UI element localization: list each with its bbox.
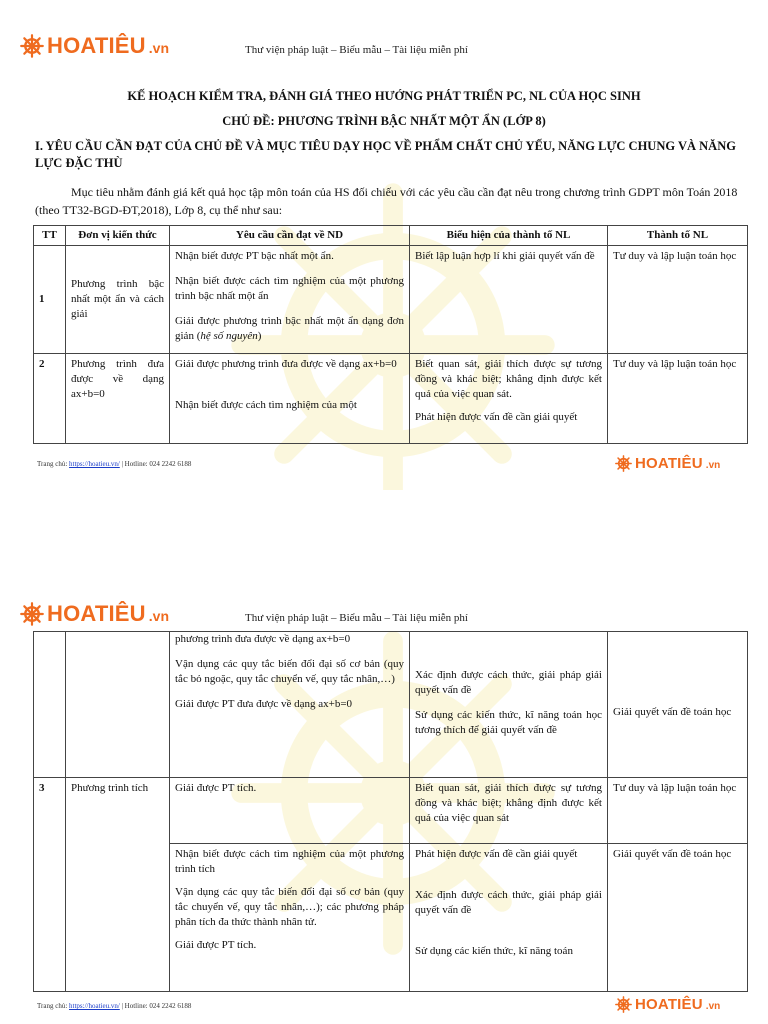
requirement-text: Giải được phương trình bậc nhất một ẩn dạng đơn giản (	[175, 315, 404, 342]
row-requirements	[170, 246, 410, 354]
ship-wheel-icon	[615, 996, 632, 1013]
requirement-item: Vận dụng các quy tắc biến đổi đại số cơ bản (quy tắc chuyển vế, quy tắc nhân,…); các phương pháp phân tích đa thức thành nhân tử.	[175, 886, 404, 928]
header-unit: Đơn vị kiến thức	[66, 226, 170, 246]
logo-brand-text: HOATIÊU	[635, 455, 703, 472]
footer-text	[37, 460, 191, 468]
logo-brand-text: HOATIÊU	[635, 996, 703, 1013]
footer-link[interactable]: https://hoatieu.vn/	[69, 460, 120, 468]
requirement-item: Giải được PT đưa được về dạng ax+b=0	[175, 698, 353, 710]
header-tt: TT	[34, 226, 66, 246]
expression-item: Phát hiện được vấn đề cần giải quyết	[415, 411, 578, 423]
footer-prefix: Trang chủ:	[37, 1002, 70, 1010]
requirement-item: Nhận biết được cách tìm nghiệm của một phương trình bậc nhất một ẩn	[175, 275, 404, 302]
table-header-row	[34, 226, 748, 246]
ship-wheel-icon	[20, 602, 44, 626]
requirement-text-end: )	[257, 330, 262, 342]
row-requirements	[170, 354, 410, 444]
row-expression	[410, 844, 608, 992]
row-requirements: Giải được PT tích.	[170, 778, 410, 844]
row-unit: Phương trình đưa được về dạng ax+b=0	[66, 354, 170, 444]
footer-logo[interactable]	[615, 996, 720, 1013]
header-tagline: Thư viện pháp luật – Biểu mẫu – Tài liệu miễn phí	[245, 44, 468, 56]
document-title: KẾ HOẠCH KIỂM TRA, ĐÁNH GIÁ THEO HƯỚNG PHÁT TRIỂN PC, NL CỦA HỌC SINH	[127, 89, 641, 103]
row-expression: Biết quan sát, giải thích được sự tương đồng và khác biệt; khẳng định được kết quả của việc quan sát	[410, 778, 608, 844]
requirement-italic-text: hệ số nguyên	[200, 330, 258, 342]
logo-domain-text: .vn	[148, 608, 170, 624]
document-page-2	[0, 568, 768, 1024]
row-competency	[608, 632, 748, 778]
row-unit: Phương trình bậc nhất một ẩn và cách giải	[66, 246, 170, 354]
expression-item: Xác định được cách thức, giải pháp giải quyết vấn đề	[415, 889, 602, 916]
document-topic: CHỦ ĐỀ: PHƯƠNG TRÌNH BẬC NHẤT MỘT ẨN (LỚP 8)	[222, 114, 546, 128]
footer-prefix: Trang chủ:	[37, 460, 70, 468]
table-row	[34, 246, 748, 354]
footer-link[interactable]: https://hoatieu.vn/	[69, 1002, 120, 1010]
row-requirements	[170, 632, 410, 778]
hoatieu-logo[interactable]	[20, 33, 169, 59]
requirement-item: Nhận biết được cách tìm nghiệm của một phương trình tích	[175, 848, 404, 875]
row-competency: Tư duy và lập luận toán học	[608, 354, 748, 444]
row-expression	[410, 632, 608, 778]
requirement-item: Vận dụng các quy tắc biến đổi đại số cơ bản (quy tắc bỏ ngoặc, quy tắc chuyển vế, quy tắc nhân,…)	[175, 658, 404, 685]
row-expression: Biết lập luận hợp lí khi giải quyết vấn đề	[410, 246, 608, 354]
section-heading: I. YÊU CẦU CẦN ĐẠT CỦA CHỦ ĐỀ VÀ MỤC TIÊU DẠY HỌC VỀ PHẨM CHẤT CHỦ YẾU, NĂNG LỰC CHUNG VÀ NĂNG LỰC ĐẶC THÙ	[35, 139, 736, 170]
header-requirement: Yêu cầu cần đạt về ND	[170, 226, 410, 246]
requirement-item: Giải được PT tích.	[175, 939, 257, 951]
requirement-item	[175, 314, 404, 344]
ship-wheel-icon	[20, 34, 44, 58]
footer-hotline: | Hotline: 024 2242 6188	[119, 1002, 192, 1010]
intro-paragraph: Mục tiêu nhằm đánh giá kết quả học tập môn toán của HS đối chiếu với các yêu cầu cần đạt nêu trong chương trình GDPT môn Toán 2018 (theo TT32-BGD-ĐT,2018), Lớp 8, cụ thể như sau:	[35, 185, 738, 217]
expression-item: Phát hiện được vấn đề cần giải quyết	[415, 848, 578, 860]
expression-item: Xác định được cách thức, giải pháp giải quyết vấn đề	[415, 669, 602, 696]
row-number: 1	[34, 246, 66, 354]
header-expression: Biểu hiện của thành tố NL	[410, 226, 608, 246]
row-number: 3	[34, 778, 66, 992]
logo-domain-text: .vn	[705, 1000, 721, 1012]
row-expression	[410, 354, 608, 444]
row-number-empty	[34, 632, 66, 778]
logo-brand-text: HOATIÊU	[47, 33, 146, 58]
competency-item: Giải quyết vấn đề toán học	[613, 706, 732, 718]
header-tagline: Thư viện pháp luật – Biểu mẫu – Tài liệu miễn phí	[245, 612, 468, 624]
footer-hotline: | Hotline: 024 2242 6188	[119, 460, 192, 468]
ship-wheel-icon	[615, 455, 632, 472]
row-competency: Tư duy và lập luận toán học	[608, 778, 748, 844]
competency-table-page-1	[33, 225, 748, 444]
expression-item: Biết quan sát, giải thích được sự tương đồng và khác biệt; khẳng định được kết quả của việc quan sát.	[415, 358, 602, 400]
requirement-item: phương trình đưa được về dạng ax+b=0	[175, 633, 351, 645]
requirement-item: Nhận biết được PT bậc nhất một ẩn.	[175, 250, 334, 262]
expression-item: Sử dụng các kiến thức, kĩ năng toán	[415, 945, 573, 957]
page-gap	[0, 490, 768, 568]
row-unit: Phương trình tích	[66, 778, 170, 992]
competency-table-page-2	[33, 631, 748, 992]
logo-brand-text: HOATIÊU	[47, 601, 146, 626]
row-unit-empty	[66, 632, 170, 778]
hoatieu-logo[interactable]	[20, 601, 169, 627]
document-page-1	[0, 0, 768, 490]
table-row	[34, 354, 748, 444]
row-competency: Tư duy và lập luận toán học	[608, 246, 748, 354]
logo-domain-text: .vn	[148, 40, 170, 56]
footer-logo[interactable]	[615, 455, 720, 472]
table-row	[34, 778, 748, 844]
logo-domain-text: .vn	[705, 459, 721, 471]
row-competency: Giải quyết vấn đề toán học	[608, 844, 748, 992]
header-competency: Thành tố NL	[608, 226, 748, 246]
row-requirements	[170, 844, 410, 992]
requirement-item: Nhận biết được cách tìm nghiệm của một	[175, 399, 357, 411]
table-row	[34, 632, 748, 778]
requirement-item: Giải được phương trình đưa được về dạng ax+b=0	[175, 358, 397, 370]
footer-text	[37, 1002, 191, 1010]
row-number: 2	[34, 354, 66, 444]
expression-item: Sử dụng các kiến thức, kĩ năng toán học tương thích để giải quyết vấn đề	[415, 709, 602, 736]
